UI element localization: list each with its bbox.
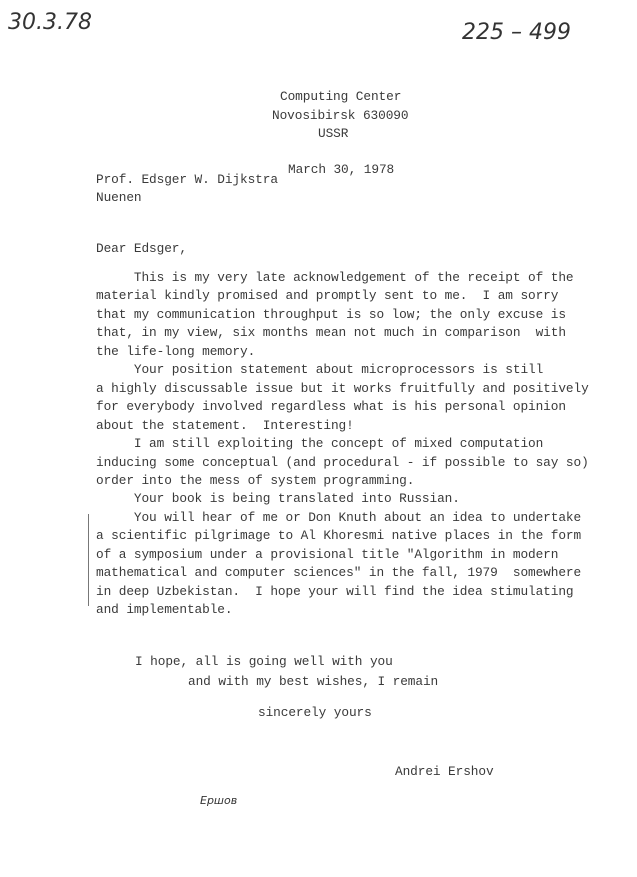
body-line: for everybody involved regardless what is his personal opinion [96,399,566,415]
sender-line-3: USSR [318,126,349,141]
body-line: of a symposium under a provisional title "Algorithm in modern [96,546,559,562]
body-line: that my communication throughput is so low; the only excuse is [96,306,566,322]
body-line: inducing some conceptual (and procedural - if possible to say so) [96,454,589,470]
sender-line-1: Computing Center [280,89,402,104]
sender-line-2: Novosibirsk 630090 [272,108,409,123]
body-line: order into the mess of system programming. [96,472,415,488]
body-line: about the statement. Interesting! [96,417,354,433]
body-line: and implementable. [96,602,233,618]
letter-date: March 30, 1978 [288,162,395,177]
body-line: Your position statement about microprocessors is still [96,362,544,378]
closing-line-2: and with my best wishes, I remain [188,674,439,689]
handwritten-date: 30.3.78 [8,10,92,35]
body-line: Your book is being translated into Russian. [96,491,460,507]
body-line: I am still exploiting the concept of mixed computation [96,436,544,452]
handwritten-reference: 225 – 499 [462,20,571,45]
body-line: that, in my view, six months mean not much in comparison with [96,325,566,341]
salutation: Dear Edsger, [96,241,187,256]
body-line: You will hear of me or Don Knuth about an idea to undertake [96,509,582,525]
body-line: the life-long memory. [96,343,256,359]
handwritten-scribble: Ершов [200,794,238,807]
recipient-place: Nuenen [96,190,142,205]
margin-mark [88,514,89,606]
body-line: a highly discussable issue but it works fruitfully and positively [96,380,589,396]
body-line: This is my very late acknowledgement of the receipt of the [96,270,574,285]
body-line: mathematical and computer sciences" in the fall, 1979 somewhere [96,565,582,581]
body-line: in deep Uzbekistan. I hope your will find the idea stimulating [96,583,574,599]
closing-line-1: I hope, all is going well with you [135,654,393,669]
body-line: material kindly promised and promptly sent to me. I am sorry [96,288,559,304]
signature-name: Andrei Ershov [395,764,494,779]
recipient-name: Prof. Edsger W. Dijkstra [96,172,278,187]
closing-line-3: sincerely yours [258,705,372,720]
body-line: a scientific pilgrimage to Al Khoresmi native places in the form [96,528,582,544]
